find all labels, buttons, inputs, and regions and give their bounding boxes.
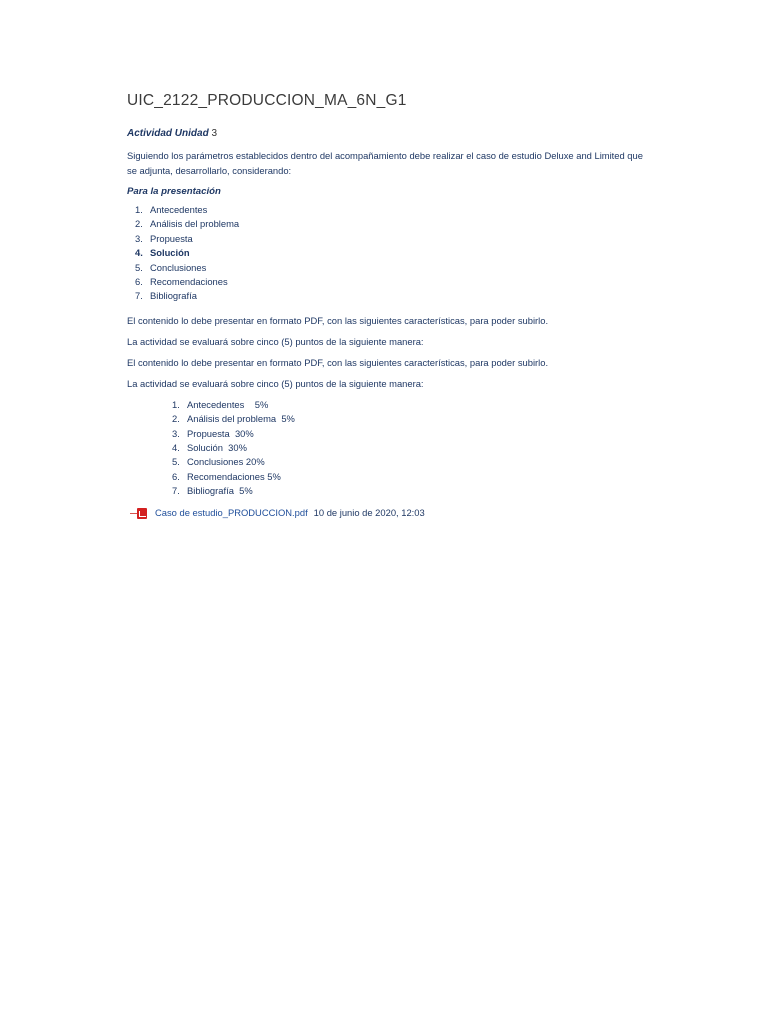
list-item: 4. Solución xyxy=(135,247,190,259)
assignment-page xyxy=(127,89,647,521)
list-item: 5. Conclusiones xyxy=(135,261,207,273)
list-item: 7. Bibliografía xyxy=(135,290,197,302)
activity-label: Actividad Unidad xyxy=(127,128,209,139)
attachment-link[interactable]: Caso de estudio_PRODUCCION.pdf xyxy=(155,507,308,519)
scoring-list xyxy=(127,398,647,499)
evaluation-paragraph: La actividad se evaluará sobre cinco (5) puntos de la siguiente manera: xyxy=(127,377,424,389)
evaluation-paragraph: La actividad se evaluará sobre cinco (5) puntos de la siguiente manera: xyxy=(127,335,424,347)
list-item: 5. Conclusiones 20% xyxy=(172,456,265,468)
list-item: 7. Bibliografía 5% xyxy=(172,485,253,497)
course-title: UIC_2122_PRODUCCION_MA_6N_G1 xyxy=(127,92,407,109)
list-item: 1. Antecedentes xyxy=(135,204,208,215)
list-item: 2. Análisis del problema xyxy=(135,218,240,230)
format-paragraph: El contenido lo debe presentar en formato PDF, con las siguientes características, para poder subirlo. xyxy=(127,356,549,368)
activity-number: 3 xyxy=(211,128,218,139)
list-item: 3. Propuesta 30% xyxy=(172,427,254,439)
list-item: 2. Análisis del problema 5% xyxy=(172,413,295,425)
pdf-file-icon xyxy=(130,506,150,520)
list-item: 4. Solución 30% xyxy=(172,442,247,454)
list-item: 6. Recomendaciones xyxy=(135,276,228,288)
presentation-heading: Para la presentación xyxy=(127,186,221,197)
list-item: 1. Antecedentes 5% xyxy=(172,398,269,410)
presentation-list xyxy=(127,203,647,304)
attachment xyxy=(130,505,647,521)
intro-text: Siguiendo los parámetros establecidos dentro del acompañamiento debe realizar el caso de estudio Deluxe and Limited que se adjunta, desarrollarlo, considerando: xyxy=(127,150,643,176)
list-item: 6. Recomendaciones 5% xyxy=(172,470,281,482)
activity-heading xyxy=(127,127,647,141)
list-item: 3. Propuesta xyxy=(135,232,193,244)
format-paragraph: El contenido lo debe presentar en formato PDF, con las siguientes características, para poder subirlo. xyxy=(127,314,549,326)
attachment-date: 10 de junio de 2020, 12:03 xyxy=(313,507,425,519)
